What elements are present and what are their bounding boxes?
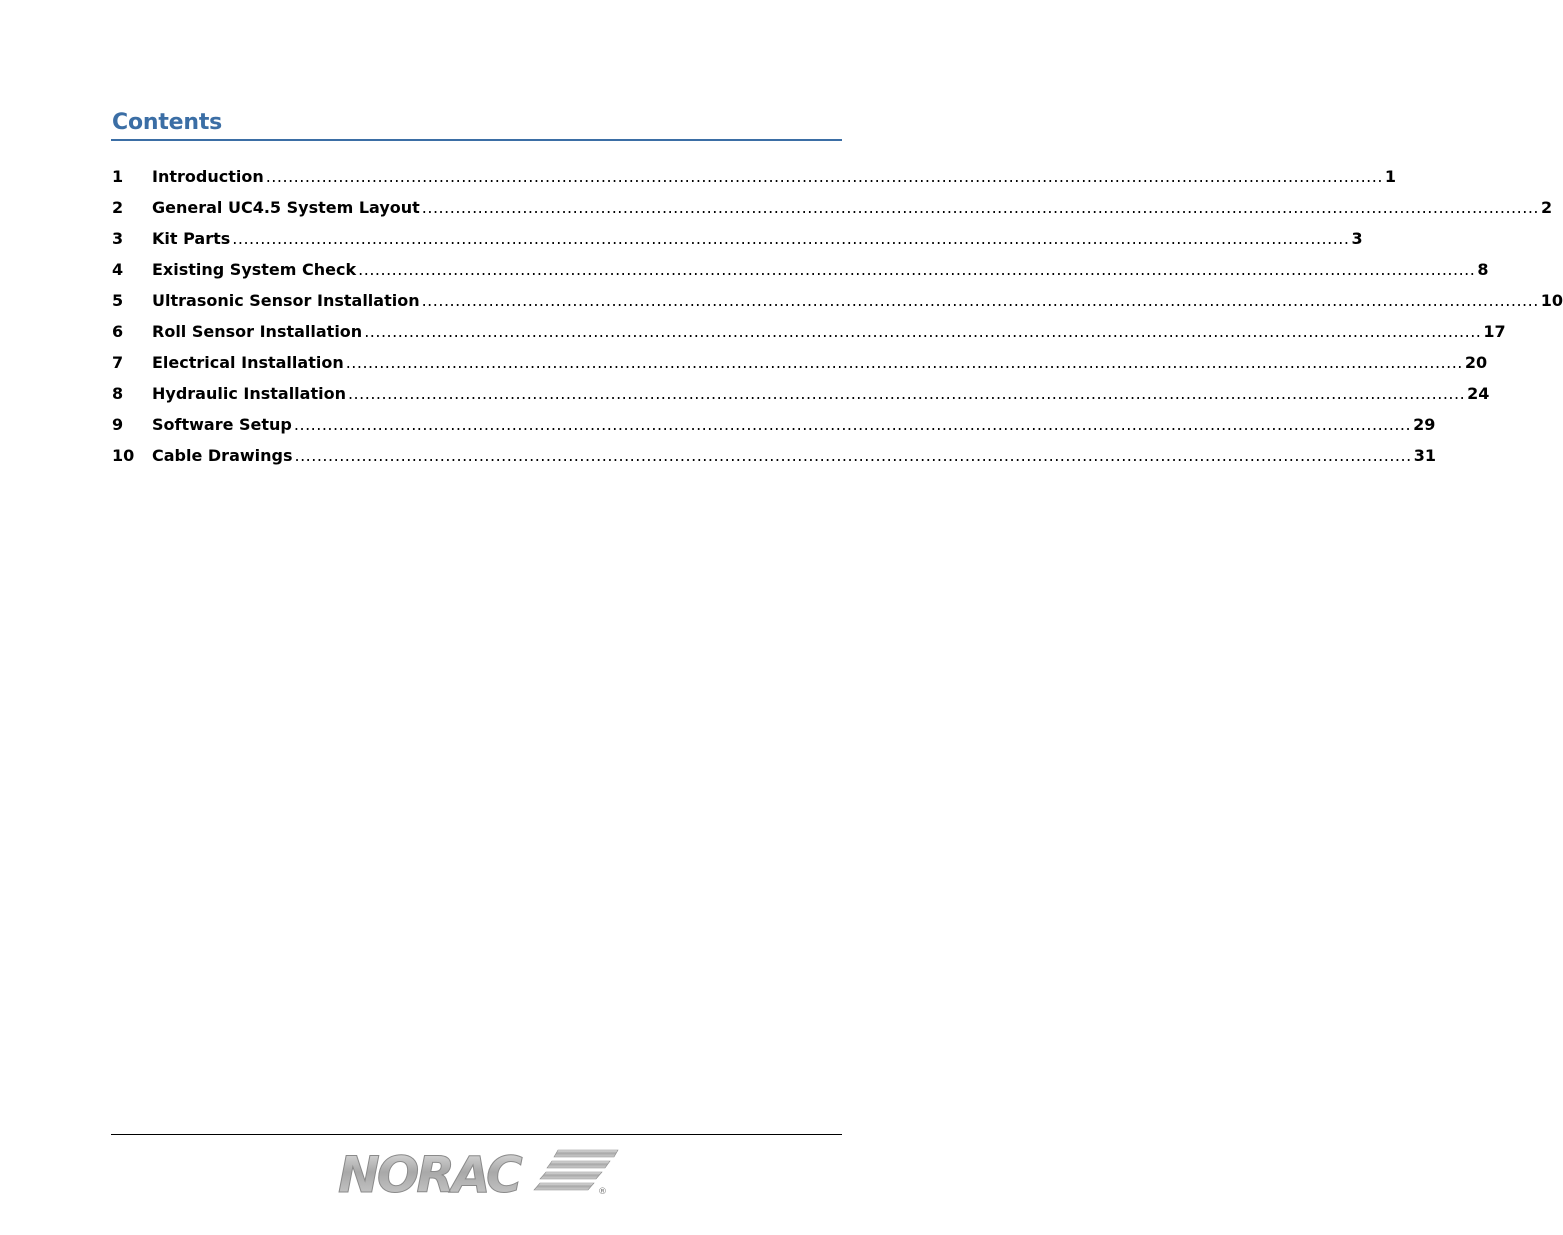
table-of-contents (112, 167, 1563, 477)
toc-entry-page: 24 (1467, 384, 1490, 403)
toc-entry-introduction[interactable] (112, 167, 1397, 198)
toc-entry-title: General UC4.5 System Layout (152, 198, 420, 217)
toc-entry-page: 1 (1384, 167, 1397, 186)
page-title: Contents (112, 110, 223, 135)
toc-entry-hydraulic[interactable] (112, 384, 1490, 415)
toc-entry-page: 20 (1464, 353, 1488, 372)
footer-divider (111, 1134, 842, 1135)
toc-entry-software-setup[interactable] (112, 415, 1436, 446)
toc-entry-title: Introduction (152, 167, 264, 186)
toc-entry-title: Roll Sensor Installation (152, 322, 363, 341)
dot-leader: ........................................................................................................................................................................................................ (232, 229, 1350, 248)
toc-entry-page: 10 (1540, 291, 1563, 310)
toc-entry-page: 8 (1477, 260, 1489, 279)
toc-entry-cable-drawings[interactable] (112, 446, 1436, 477)
toc-entry-page: 3 (1351, 229, 1363, 248)
dot-leader: ........................................................................................................................................................................................................ (265, 167, 1383, 186)
toc-entry-kit-parts[interactable] (112, 229, 1363, 260)
toc-entry-number: 4 (112, 260, 124, 279)
dot-leader: ........................................................................................................................................................................................................ (358, 260, 1476, 279)
dot-leader: ........................................................................................................................................................................................................ (293, 415, 1412, 434)
toc-entry-number: 10 (112, 446, 135, 465)
toc-entry-number: 9 (112, 415, 124, 434)
toc-entry-title: Electrical Installation (152, 353, 344, 372)
toc-entry-page: 17 (1483, 322, 1506, 341)
toc-entry-ultrasonic-sensor[interactable] (112, 291, 1563, 322)
dot-leader: ........................................................................................................................................................................................................ (421, 291, 1539, 310)
toc-entry-title: Ultrasonic Sensor Installation (152, 291, 420, 310)
toc-entry-page: 31 (1413, 446, 1436, 465)
toc-entry-electrical[interactable] (112, 353, 1488, 384)
logo-stripes-mark (534, 1150, 618, 1190)
logo-wordmark: NORAC (338, 1146, 520, 1204)
toc-entry-number: 2 (112, 198, 124, 217)
dot-leader: ........................................................................................................................................................................................................ (347, 384, 1466, 403)
toc-entry-page: 29 (1413, 415, 1436, 434)
toc-entry-number: 6 (112, 322, 124, 341)
toc-entry-roll-sensor[interactable] (112, 322, 1506, 353)
registered-mark: ® (598, 1187, 607, 1197)
toc-entry-system-layout[interactable] (112, 198, 1553, 229)
toc-entry-number: 1 (112, 167, 124, 186)
title-divider (111, 139, 842, 141)
norac-logo (334, 1144, 620, 1204)
toc-entry-number: 3 (112, 229, 124, 248)
toc-entry-title: Existing System Check (152, 260, 357, 279)
dot-leader: ........................................................................................................................................................................................................ (364, 322, 1482, 341)
toc-entry-title: Kit Parts (152, 229, 231, 248)
toc-entry-title: Software Setup (152, 415, 292, 434)
dot-leader: ........................................................................................................................................................................................................ (421, 198, 1539, 217)
toc-entry-existing-system-check[interactable] (112, 260, 1489, 291)
toc-entry-title: Cable Drawings (152, 446, 293, 465)
dot-leader: ........................................................................................................................................................................................................ (345, 353, 1463, 372)
dot-leader: ........................................................................................................................................................................................................ (294, 446, 1412, 465)
toc-entry-title: Hydraulic Installation (152, 384, 346, 403)
toc-entry-number: 5 (112, 291, 124, 310)
toc-entry-page: 2 (1540, 198, 1553, 217)
toc-entry-number: 8 (112, 384, 124, 403)
toc-entry-number: 7 (112, 353, 124, 372)
